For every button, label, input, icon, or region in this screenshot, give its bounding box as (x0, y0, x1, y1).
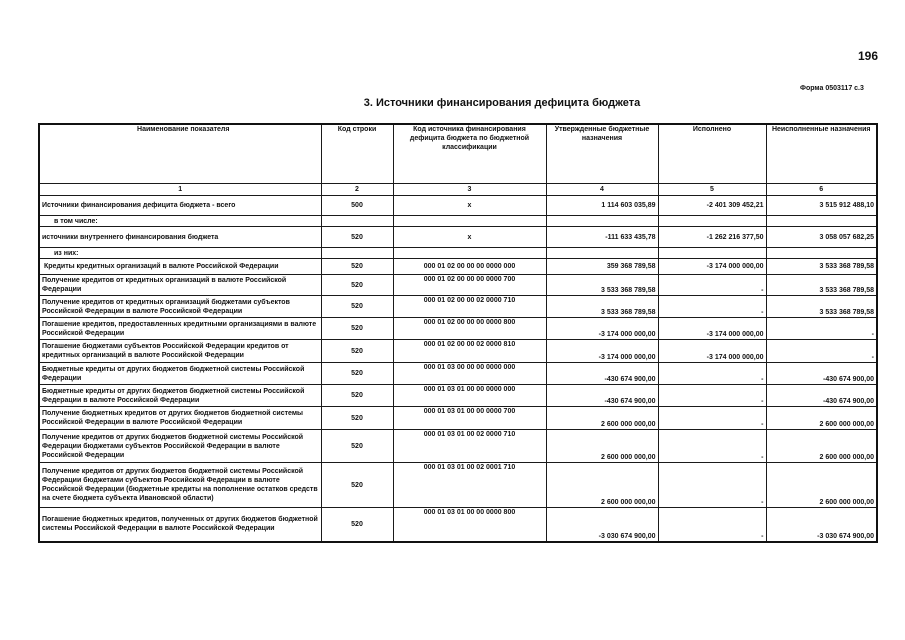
source-code: 000 01 03 01 00 02 0000 710 (393, 430, 546, 463)
column-number: 5 (658, 184, 766, 196)
approved-amount: -430 674 900,00 (546, 385, 658, 407)
approved-amount: -3 174 000 000,00 (546, 318, 658, 340)
unexecuted-amount: -430 674 900,00 (766, 385, 877, 407)
line-code: 520 (321, 227, 393, 248)
approved-amount: -3 174 000 000,00 (546, 340, 658, 363)
indicator-name: Бюджетные кредиты от других бюджетов бюджетной системы Российской Федерации (39, 363, 321, 385)
column-number: 1 (39, 184, 321, 196)
executed-amount: - (658, 430, 766, 463)
indicator-name: Получение кредитов от других бюджетов бюджетной системы Российской Федерации бюджетами субъектов Российской Федерации в валюте Российской Федерации (39, 430, 321, 463)
unexecuted-amount (766, 248, 877, 259)
table-row (39, 463, 877, 508)
source-code: 000 01 03 00 00 00 0000 000 (393, 363, 546, 385)
source-code: 000 01 02 00 00 00 0000 800 (393, 318, 546, 340)
table-row (39, 385, 877, 407)
source-code: 000 01 02 00 00 02 0000 710 (393, 296, 546, 318)
indicator-name: Получение кредитов от других бюджетов бюджетной системы Российской Федерации бюджетами субъектов Российской Федерации в валюте Российской Федерации (бюджетные кредиты на пополнение остатков средств на счете бюджета субъекта Ивановской области) (39, 463, 321, 508)
source-code: 000 01 02 00 00 02 0000 810 (393, 340, 546, 363)
approved-amount: -3 030 674 900,00 (546, 508, 658, 542)
unexecuted-amount (766, 216, 877, 227)
header-line-code: Код строки (321, 124, 393, 184)
line-code: 520 (321, 385, 393, 407)
line-code (321, 248, 393, 259)
line-code: 500 (321, 196, 393, 216)
executed-amount: - (658, 508, 766, 542)
approved-amount: 2 600 000 000,00 (546, 430, 658, 463)
financing-sources-table (38, 123, 878, 543)
approved-amount (546, 216, 658, 227)
unexecuted-amount: -3 030 674 900,00 (766, 508, 877, 542)
unexecuted-amount: 3 533 368 789,58 (766, 259, 877, 275)
source-code (393, 248, 546, 259)
approved-amount: 3 533 368 789,58 (546, 275, 658, 296)
source-code: 000 01 02 00 00 00 0000 000 (393, 259, 546, 275)
line-code: 520 (321, 275, 393, 296)
page-number: 196 (858, 49, 879, 63)
line-code: 520 (321, 508, 393, 542)
header-executed: Исполнено (658, 124, 766, 184)
indicator-name: Погашение кредитов, предоставленных кредитными организациями в валюте Российской Федерации (39, 318, 321, 340)
source-code: 000 01 03 01 00 00 0000 000 (393, 385, 546, 407)
line-code: 520 (321, 430, 393, 463)
indicator-name: Погашение бюджетных кредитов, полученных от других бюджетов бюджетной системы Российской Федерации в валюте Российской Федерации (39, 508, 321, 542)
unexecuted-amount: 3 533 368 789,58 (766, 296, 877, 318)
header-unexecuted: Неисполненные назначения (766, 124, 877, 184)
header-row (39, 124, 877, 184)
source-code: x (393, 196, 546, 216)
column-number-row (39, 184, 877, 196)
column-number: 4 (546, 184, 658, 196)
table-row (39, 318, 877, 340)
table-row (39, 508, 877, 542)
table-row (39, 275, 877, 296)
executed-amount: -3 174 000 000,00 (658, 318, 766, 340)
source-code: 000 01 03 01 00 02 0001 710 (393, 463, 546, 508)
table-row (39, 196, 877, 216)
executed-amount: - (658, 363, 766, 385)
unexecuted-amount: - (766, 318, 877, 340)
executed-amount: - (658, 275, 766, 296)
column-number: 6 (766, 184, 877, 196)
table-row (39, 259, 877, 275)
indicator-name: Получение кредитов от кредитных организаций бюджетами субъектов Российской Федерации в валюте Российской Федерации (39, 296, 321, 318)
table-row (39, 296, 877, 318)
indicator-name: из них: (39, 248, 321, 259)
header-source-code: Код источника финансирования дефицита бюджета по бюджетной классификации (393, 124, 546, 184)
approved-amount: -430 674 900,00 (546, 363, 658, 385)
approved-amount: -111 633 435,78 (546, 227, 658, 248)
executed-amount: - (658, 296, 766, 318)
approved-amount: 3 533 368 789,58 (546, 296, 658, 318)
executed-amount: -2 401 309 452,21 (658, 196, 766, 216)
line-code: 520 (321, 363, 393, 385)
executed-amount: -3 174 000 000,00 (658, 340, 766, 363)
executed-amount (658, 216, 766, 227)
indicator-name: источники внутреннего финансирования бюджета (39, 227, 321, 248)
indicator-name: Источники финансирования дефицита бюджета - всего (39, 196, 321, 216)
approved-amount (546, 248, 658, 259)
page-title: 3. Источники финансирования дефицита бюджета (363, 97, 641, 109)
source-code: 000 01 03 01 00 00 0000 700 (393, 407, 546, 430)
executed-amount (658, 248, 766, 259)
table-row (39, 248, 877, 259)
source-code: x (393, 227, 546, 248)
executed-amount: -3 174 000 000,00 (658, 259, 766, 275)
executed-amount: - (658, 385, 766, 407)
unexecuted-amount: 2 600 000 000,00 (766, 407, 877, 430)
form-label: Форма 0503117 с.3 (800, 85, 864, 92)
unexecuted-amount: 3 533 368 789,58 (766, 275, 877, 296)
executed-amount: -1 262 216 377,50 (658, 227, 766, 248)
line-code: 520 (321, 407, 393, 430)
indicator-name: Получение бюджетных кредитов от других бюджетов бюджетной системы Российской Федерации в валюте Российской Федерации (39, 407, 321, 430)
indicator-name: Кредиты кредитных организаций в валюте Российской Федерации (39, 259, 321, 275)
table-row (39, 407, 877, 430)
line-code: 520 (321, 318, 393, 340)
unexecuted-amount: 2 600 000 000,00 (766, 463, 877, 508)
indicator-name: Бюджетные кредиты от других бюджетов бюджетной системы Российской Федерации в валюте Российской Федерации (39, 385, 321, 407)
line-code (321, 216, 393, 227)
executed-amount: - (658, 407, 766, 430)
column-number: 3 (393, 184, 546, 196)
header-indicator-name: Наименование показателя (39, 124, 321, 184)
unexecuted-amount: 2 600 000 000,00 (766, 430, 877, 463)
source-code: 000 01 03 01 00 00 0000 800 (393, 508, 546, 542)
unexecuted-amount: - (766, 340, 877, 363)
line-code: 520 (321, 463, 393, 508)
column-number: 2 (321, 184, 393, 196)
table-row (39, 227, 877, 248)
line-code: 520 (321, 259, 393, 275)
approved-amount: 1 114 603 035,89 (546, 196, 658, 216)
unexecuted-amount: 3 515 912 488,10 (766, 196, 877, 216)
table-row (39, 430, 877, 463)
source-code (393, 216, 546, 227)
table-row (39, 216, 877, 227)
source-code: 000 01 02 00 00 00 0000 700 (393, 275, 546, 296)
indicator-name: в том числе: (39, 216, 321, 227)
executed-amount: - (658, 463, 766, 508)
approved-amount: 2 600 000 000,00 (546, 463, 658, 508)
line-code: 520 (321, 340, 393, 363)
unexecuted-amount: 3 058 057 682,25 (766, 227, 877, 248)
approved-amount: 2 600 000 000,00 (546, 407, 658, 430)
indicator-name: Получение кредитов от кредитных организаций в валюте Российской Федерации (39, 275, 321, 296)
unexecuted-amount: -430 674 900,00 (766, 363, 877, 385)
header-approved: Утвержденные бюджетные назначения (546, 124, 658, 184)
indicator-name: Погашение бюджетами субъектов Российской Федерации кредитов от кредитных организаций в валюте Российской Федерации (39, 340, 321, 363)
line-code: 520 (321, 296, 393, 318)
table-row (39, 363, 877, 385)
table-row (39, 340, 877, 363)
approved-amount: 359 368 789,58 (546, 259, 658, 275)
